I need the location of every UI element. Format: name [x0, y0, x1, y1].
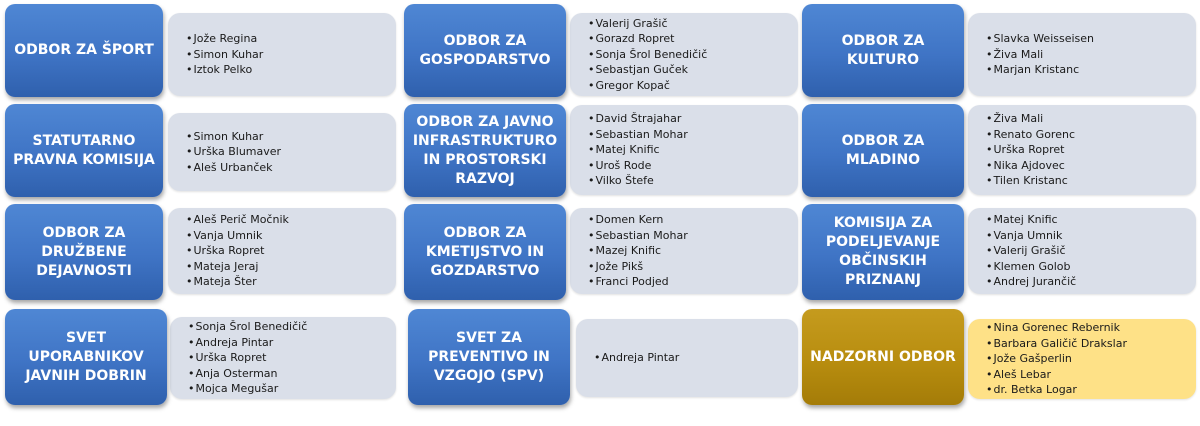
member-name: • Mojca Megušar	[188, 381, 396, 397]
member-name: • Franci Podjed	[588, 274, 798, 290]
member-name: • Nina Gorenec Rebernik	[986, 320, 1196, 336]
member-name: • Aleš Urbanček	[186, 160, 396, 176]
member-name: • Urška Blumaver	[186, 144, 396, 160]
committee-card-odbor-za-javno-infrastrukturo	[400, 100, 800, 200]
member-name: • Marjan Kristanc	[986, 62, 1196, 78]
member-name: • Vanja Umnik	[186, 228, 396, 244]
member-list	[968, 13, 1196, 96]
member-name: • Vanja Umnik	[986, 228, 1196, 244]
committee-title: ODBOR ZA JAVNO INFRASTRUKTURO IN PROSTORSKI RAZVOJ	[404, 104, 566, 197]
committee-card-odbor-za-sport	[0, 0, 400, 100]
member-name: • Sonja Šrol Benedičič	[188, 319, 396, 335]
member-name: • Vilko Štefe	[588, 173, 798, 189]
member-name: • Urška Ropret	[986, 142, 1196, 158]
committee-title: ODBOR ZA MLADINO	[802, 104, 964, 197]
member-name: • Živa Mali	[986, 47, 1196, 63]
member-name: • Sonja Šrol Benedičič	[588, 47, 798, 63]
committee-card-nadzorni-odbor	[800, 305, 1200, 405]
committee-card-komisija-za-podeljevanje	[800, 200, 1200, 305]
member-name: • Klemen Golob	[986, 259, 1196, 275]
committee-card-odbor-za-mladino	[800, 100, 1200, 200]
member-name: • Matej Knific	[986, 212, 1196, 228]
member-list	[570, 208, 798, 294]
member-name: • Slavka Weisseisen	[986, 31, 1196, 47]
member-name: • Anja Osterman	[188, 366, 396, 382]
member-list	[570, 13, 798, 96]
member-name: • Sebastian Mohar	[588, 228, 798, 244]
member-name: • Simon Kuhar	[186, 129, 396, 145]
committee-card-odbor-za-kmetijstvo	[400, 200, 800, 305]
member-list	[576, 319, 798, 397]
committee-title: SVET UPORABNIKOV JAVNIH DOBRIN	[5, 309, 167, 405]
member-name: • Mateja Šter	[186, 274, 396, 290]
member-name: • Andreja Pintar	[594, 350, 798, 366]
member-name: • Mazej Knific	[588, 243, 798, 259]
committee-title: ODBOR ZA GOSPODARSTVO	[404, 4, 566, 97]
committee-card-statutarno-pravna-komisija	[0, 100, 400, 200]
member-name: • Mateja Jeraj	[186, 259, 396, 275]
member-list	[968, 208, 1196, 294]
committee-title: KOMISIJA ZA PODELJEVANJE OBČINSKIH PRIZNANJ	[802, 204, 964, 300]
committee-title: SVET ZA PREVENTIVO IN VZGOJO (SPV)	[408, 309, 570, 405]
committee-title: ODBOR ZA KMETIJSTVO IN GOZDARSTVO	[404, 204, 566, 300]
member-name: • Aleš Lebar	[986, 367, 1196, 383]
committee-card-odbor-za-kulturo	[800, 0, 1200, 100]
member-name: • Barbara Galičič Drakslar	[986, 336, 1196, 352]
member-list	[968, 319, 1196, 399]
member-name: • Urška Ropret	[186, 243, 396, 259]
member-name: • Jože Gašperlin	[986, 351, 1196, 367]
member-name: • Valerij Grašič	[588, 16, 798, 32]
member-name: • Valerij Grašič	[986, 243, 1196, 259]
member-list	[170, 317, 396, 399]
member-name: • Andrej Jurančič	[986, 274, 1196, 290]
committee-title: STATUTARNO PRAVNA KOMISIJA	[5, 104, 163, 197]
member-list	[168, 113, 396, 191]
member-name: • Gregor Kopač	[588, 78, 798, 94]
member-list	[570, 105, 798, 195]
member-name: • Iztok Pelko	[186, 62, 396, 78]
committee-title: ODBOR ZA KULTURO	[802, 4, 964, 97]
member-name: • dr. Betka Logar	[986, 382, 1196, 398]
committee-title: ODBOR ZA ŠPORT	[5, 4, 163, 97]
member-name: • Domen Kern	[588, 212, 798, 228]
member-name: • Jože Pikš	[588, 259, 798, 275]
member-name: • Aleš Perič Močnik	[186, 212, 396, 228]
member-name: • Urška Ropret	[188, 350, 396, 366]
member-name: • Nika Ajdovec	[986, 158, 1196, 174]
member-name: • Gorazd Ropret	[588, 31, 798, 47]
committee-title: NADZORNI ODBOR	[802, 309, 964, 405]
member-name: • Živa Mali	[986, 111, 1196, 127]
committee-card-odbor-za-gospodarstvo	[400, 0, 800, 100]
member-name: • Sebastjan Guček	[588, 62, 798, 78]
member-name: • Tilen Kristanc	[986, 173, 1196, 189]
member-name: • Sebastian Mohar	[588, 127, 798, 143]
member-list	[168, 208, 396, 294]
member-name: • Matej Knific	[588, 142, 798, 158]
member-list	[968, 105, 1196, 195]
member-name: • David Štrajahar	[588, 111, 798, 127]
member-list	[168, 13, 396, 96]
committee-card-svet-uporabnikov	[0, 305, 400, 405]
member-name: • Andreja Pintar	[188, 335, 396, 351]
committee-card-svet-za-preventivo	[400, 305, 800, 405]
member-name: • Jože Regina	[186, 31, 396, 47]
committee-card-odbor-za-druzbene-dejavnosti	[0, 200, 400, 305]
member-name: • Simon Kuhar	[186, 47, 396, 63]
member-name: • Uroš Rode	[588, 158, 798, 174]
member-name: • Renato Gorenc	[986, 127, 1196, 143]
committee-title: ODBOR ZA DRUŽBENE DEJAVNOSTI	[5, 204, 163, 300]
